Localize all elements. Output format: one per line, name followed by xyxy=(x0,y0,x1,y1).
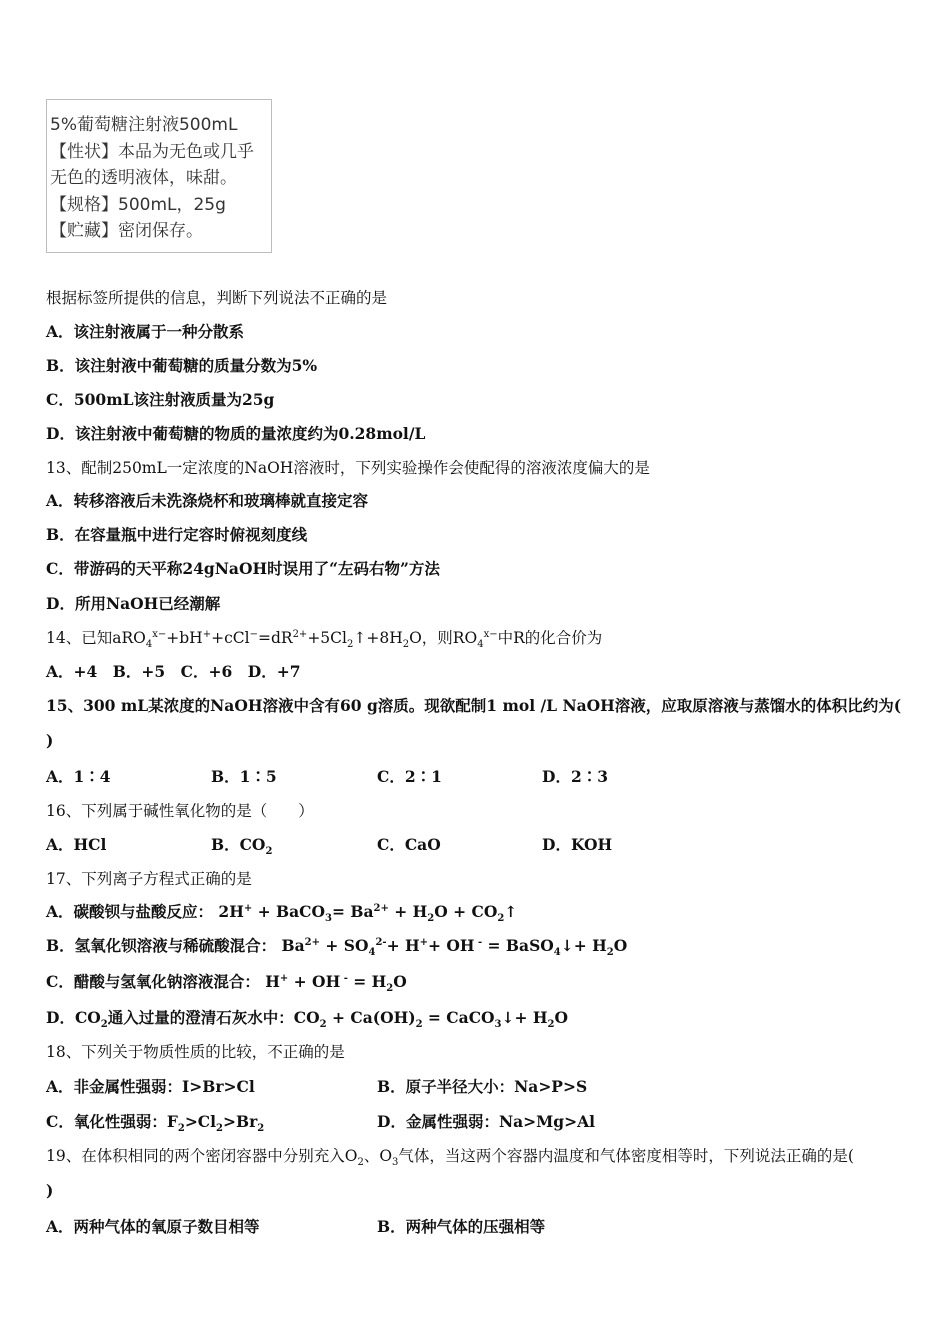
q12-option-c: C．500mL该注射液质量为25g xyxy=(46,390,275,409)
q17-option-d: D．$CO_2$通入过量的澄清石灰水中：$CO_2 + Ca(OH)_2$ = CaCO$_3$↓+ $H_2O$ xyxy=(46,1008,568,1031)
q18-option-c: C．氧化性强弱：$F_2>Cl_2>Br_2$ xyxy=(46,1112,265,1135)
q13-option-a: A．转移溶液后未洗涤烧杯和玻璃棒就直接定容 xyxy=(46,491,369,510)
label-line-4: 【规格】500mL，25g xyxy=(50,194,226,215)
q17-option-b: B．氢氧化钡溶液与稀硫酸混合： $Ba^{2+} + SO_4^{2-}+ H^++$ OH - = BaSO$_4$↓+ $H_2O$ xyxy=(46,936,628,959)
q17-stem: 17、下列离子方程式正确的是 xyxy=(46,870,252,888)
q14-stem: 14、已知$aRO_4^{x-}+bH^++cCl^-=dR^{2+}+5Cl_2↑+8H_2O$，则$RO_4^{x-}$中R的化合价为 xyxy=(46,628,603,651)
q12-stem: 根据标签所提供的信息，判断下列说法不正确的是 xyxy=(46,289,388,307)
q13-option-c: C．带游码的天平称24gNaOH时误用了“左码右物”方法 xyxy=(46,559,440,578)
q18-option-a: A．非金属性强弱：I>Br>Cl xyxy=(46,1077,255,1096)
q16-stem: 16、下列属于碱性氧化物的是（ ） xyxy=(46,802,314,820)
label-line-1: 5%葡萄糖注射液500mL xyxy=(50,115,238,135)
q16-option-d: D．KOH xyxy=(542,835,613,854)
q12-option-d: D．该注射液中葡萄糖的物质的量浓度约为0.28mol/L xyxy=(46,424,426,443)
q15-option-a: A．1∶4 xyxy=(46,767,111,786)
q13-option-d: D．所用NaOH已经潮解 xyxy=(46,594,221,613)
q18-option-d: D．金属性强弱：Na>Mg>Al xyxy=(377,1112,596,1131)
q17-option-a: A．碳酸钡与盐酸反应： 2H+ + BaCO$_3$= $Ba^{2+} + H_2O$ + $CO_2↑$ xyxy=(46,902,518,925)
q16-option-b: B．$CO_2$ xyxy=(211,835,273,858)
q19-option-b: B．两种气体的压强相等 xyxy=(377,1217,546,1236)
label-line-5: 【贮藏】密闭保存。 xyxy=(50,221,203,241)
q17-option-c: C．醋酸与氢氧化钠溶液混合： H+ + OH $^- = H_2O$ xyxy=(46,972,407,995)
drug-label-image xyxy=(46,99,272,253)
q13-option-b: B．在容量瓶中进行定容时俯视刻度线 xyxy=(46,525,308,544)
q15-option-c: C．2∶1 xyxy=(377,767,442,786)
q14-options: A．+4 B．+5 C．+6 D．+7 xyxy=(46,662,301,681)
q15-stem-line2: ) xyxy=(46,731,54,750)
q15-stem-line1: 15、300 mL某浓度的NaOH溶液中含有60 g溶质。现欲配制1 mol /L NaOH溶液，应取原溶液与蒸馏水的体积比约为( xyxy=(46,696,902,715)
q12-option-b: B．该注射液中葡萄糖的质量分数为5% xyxy=(46,356,318,375)
q18-stem: 18、下列关于物质性质的比较，不正确的是 xyxy=(46,1043,345,1061)
q16-option-c: C．CaO xyxy=(377,835,441,854)
q12-option-a: A．该注射液属于一种分散系 xyxy=(46,322,245,341)
q16-option-a: A．HCl xyxy=(46,835,107,854)
q18-option-b: B．原子半径大小：Na>P>S xyxy=(377,1077,588,1096)
label-line-2: 【性状】本品为无色或几乎 xyxy=(50,141,254,162)
q15-option-b: B．1∶5 xyxy=(211,767,277,786)
q13-stem: 13、配制250mL一定浓度的NaOH溶液时，下列实验操作会使配得的溶液浓度偏大的是 xyxy=(46,459,650,477)
label-line-3: 无色的透明液体，味甜。 xyxy=(50,168,237,188)
q19-stem-line1: 19、在体积相同的两个密闭容器中分别充入$O_2$、$O_3$气体，当这两个容器内温度和气体密度相等时，下列说法正确的是( xyxy=(46,1147,854,1169)
q15-option-d: D．2∶3 xyxy=(542,767,609,786)
q19-stem-line2: ) xyxy=(46,1181,54,1200)
q19-option-a: A．两种气体的氧原子数目相等 xyxy=(46,1217,260,1236)
